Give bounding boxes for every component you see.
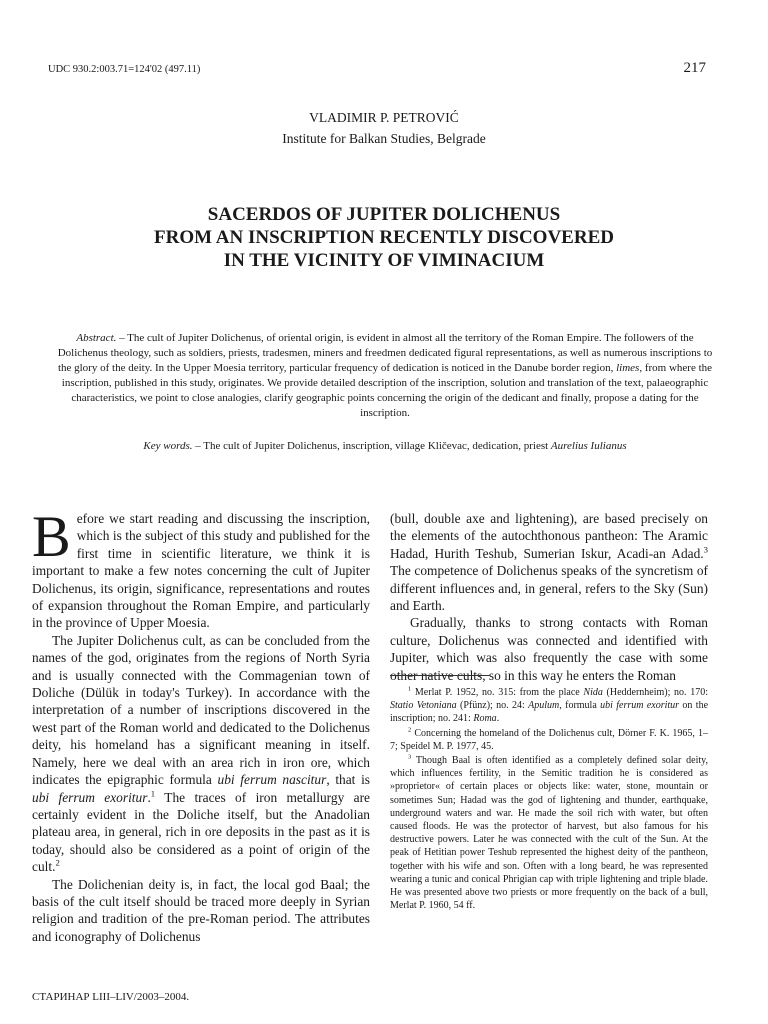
- keywords-label: Key words.: [143, 440, 193, 452]
- footnote-number: 3: [408, 753, 412, 761]
- footnote-ref[interactable]: 1: [150, 788, 156, 799]
- paragraph-text: .: [147, 789, 151, 805]
- footnote-italic: Statio Vetoniana: [390, 700, 457, 712]
- footnote-text: on the inscription; no. 241:: [390, 700, 709, 725]
- body-left-column: [32, 504, 370, 945]
- footnote-text: (Heddernheim); no. 170:: [602, 687, 709, 698]
- footnote-2: [390, 727, 708, 753]
- paragraph: [32, 632, 370, 876]
- footnote-text: Concerning the homeland of the Dolichenus cult, Dörner F. K. 1965, 1–7; Speidel M. P. 1977, 45.: [390, 727, 708, 752]
- footnote-text: (Pfünz); no. 24:: [456, 700, 529, 712]
- footnote-text: Though Baal is often identified as a completely defined solar deity, which influences fertility, in the Semitic tradition he is considered as »proprietor« of certain places or objects like: water, stone, mountain or sometimes Sun; Hadad was the god of lightening and thunder, earthquake, underground waters and war. He made the soil rich with water, but often caused floods. He was the protector of harvest, but also famous for his destructive powers. Later he was connected with the cult of the Sun. At the peak of Hetitian power Teshub represented the highest deity of the pantheon, together with his wife and son. Often with a long beard, he was represented wearing a tunic and conical Phrigian cap with triple lightening and triple blade. He was presented above two priests or more frequently on the back of a bull, Merlat P. 1960, 54 ff.: [390, 755, 708, 912]
- keywords-text: – The cult of Jupiter Dolichenus, inscription, village Kličevac, dedication, priest: [192, 440, 551, 452]
- paragraph-text: , that is: [326, 772, 370, 788]
- paragraph-text: efore we start reading and discussing the inscription, which is the subject of this study and published for the first time in scientific literature, we think it is important to make a few notes concerning the cult of Jupiter Dolichenus, its origin, significance, representations and routes of expansion throughout the Roman Empire, and particularly in the province of Upper Moesia.: [32, 511, 370, 631]
- abstract-limes: limes: [616, 362, 640, 374]
- page-number: 217: [683, 60, 706, 76]
- footnote-italic: Roma: [473, 713, 497, 725]
- title-line: IN THE VICINITY OF VIMINACIUM: [223, 250, 545, 271]
- footnote-text: Merlat P. 1952, no. 315: from the place: [411, 687, 584, 698]
- paragraph-text: The competence of Dolichenus speaks of the syncretism of different influences and, in general, refers to the Sky (Sun) and Earth.: [390, 563, 708, 614]
- abstract-text: , from where the inscription, published in this study, originates. We provide detailed description of the inscription, solution and translation of the text, palaeographic characteristics, we point to close analogies, clarify geographic points concerning the origin of the dedicant and finally, propose a dating for the inscription.: [61, 362, 713, 419]
- footnote-3: [390, 754, 708, 912]
- latin-phrase: ubi ferrum exoritur: [32, 789, 148, 805]
- article-title: [0, 203, 768, 272]
- footnote-number: 1: [408, 685, 412, 693]
- footnote-italic: Apulum,: [528, 700, 562, 712]
- paragraph-text: The traces of iron metallurgy are certainly evident in the Doliche itself, but the Anadolian plateau area, in general, rich in ore deposits in the past as it is today, should also be considered as a point of origin of the cult.: [32, 789, 370, 875]
- footnote-divider: [390, 675, 490, 676]
- footnote-text: formula: [561, 700, 601, 712]
- author-name: VLADIMIR P. PETROVIĆ: [309, 110, 459, 125]
- author-institution: Institute for Balkan Studies, Belgrade: [282, 131, 486, 146]
- footnote-text: .: [496, 713, 500, 725]
- paragraph-text: (bull, double axe and lightening), are based precisely on the elements of the autochthonous pantheon: The Aramic Hadad, Hurith Teshub, Sumerian Iskur, Acadi-an Adad.: [390, 511, 708, 561]
- footnote-italic: Nida: [583, 687, 603, 698]
- footnote-italic: ubi ferrum exoritur: [600, 700, 680, 712]
- journal-footer: СТАРИНАР LIII–LIV/2003–2004.: [32, 991, 190, 1003]
- footnote-ref[interactable]: 3: [703, 544, 708, 555]
- paragraph: Gradually, thanks to strong contacts with Roman culture, Dolichenus was connected and identified with Jupiter, which was also frequently the case with some other native cults, so in this way he enters the Roman: [390, 615, 708, 683]
- title-line: SACERDOS OF JUPITER DOLICHENUS: [207, 204, 561, 225]
- paragraph-text: The Jupiter Dolichenus cult, as can be concluded from the names of the god, originates from the regions of North Syria and is usually connected with the Commagenian town of Doliche (Dülük in today's Turkey). In accordance with the interpretation of a number of inscriptions discovered in the west part of the Roman world and dedicated to the Dolichenus deity, his homeland has a significant meaning in itself. Namely, here we deal with an area rich in iron ore, which indicates the epigraphic formula: [32, 632, 370, 788]
- udc-code: UDC 930.2:003.71=124'02 (497.11): [48, 64, 201, 75]
- footnote-number: 2: [408, 726, 412, 734]
- paragraph: [390, 510, 708, 614]
- paragraph: [32, 504, 370, 632]
- abstract-text: – The cult of Jupiter Dolichenus, of oriental origin, is evident in almost all the territory of the Roman Empire. The followers of the Dolichenus theology, such as soldiers, priests, tradesmen, miners and freedmen dedicated figural representations, as well as numerous inscriptions to the glory of the deity. In the Upper Moesia territory, particular frequency of dedication is noticed in the Danube border region,: [57, 332, 713, 374]
- footnote-1: [390, 686, 708, 726]
- body-right-column: [390, 510, 708, 684]
- footnotes: [390, 686, 708, 913]
- title-line: FROM AN INSCRIPTION RECENTLY DISCOVERED: [154, 227, 614, 248]
- keywords: [55, 440, 715, 452]
- abstract: [55, 331, 715, 421]
- abstract-label: Abstract.: [76, 332, 117, 344]
- drop-cap: B: [32, 504, 71, 569]
- paragraph: The Dolichenian deity is, in fact, the local god Baal; the basis of the cult itself should be traced more deeply in Syrian religion and tradition of the pre-Roman period. The attributes and iconography of Dolichenus: [32, 876, 370, 944]
- keywords-name: Aurelius Iulianus: [550, 440, 627, 452]
- latin-phrase: ubi ferrum nascitur: [217, 772, 327, 788]
- footnote-ref[interactable]: 2: [55, 857, 60, 868]
